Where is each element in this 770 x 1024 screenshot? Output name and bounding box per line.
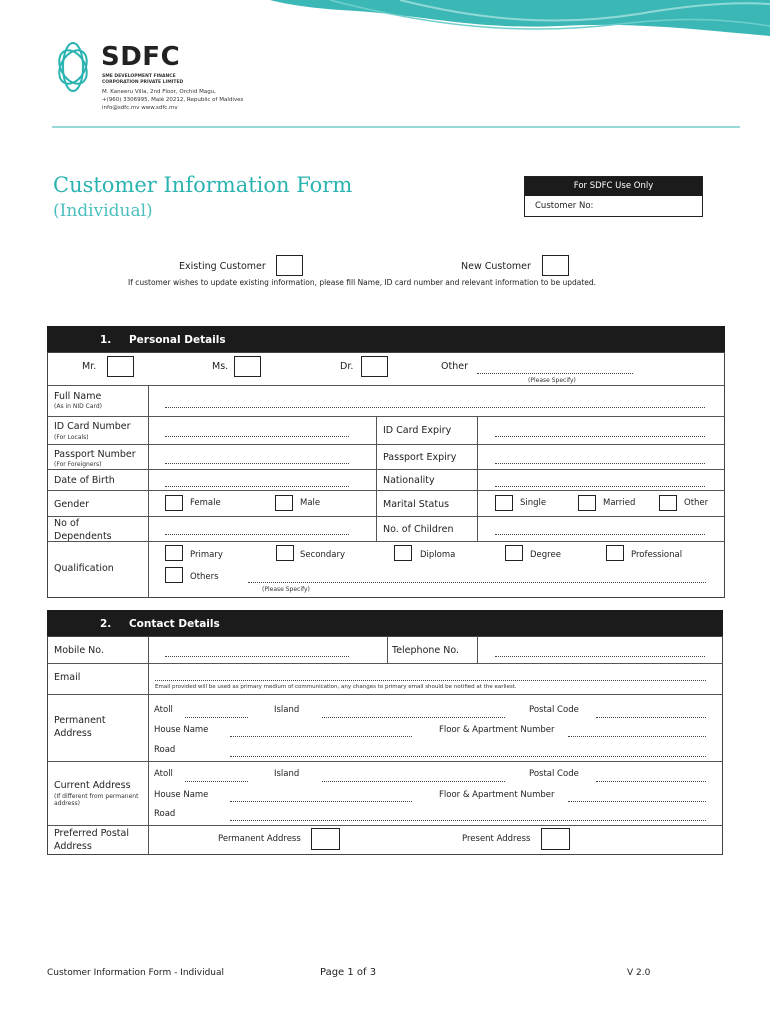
curr-atoll-input[interactable] [185,781,248,782]
married-label: Married [603,498,636,508]
other-title-specify: (Please Specify) [528,377,576,384]
email-note: Email provided will be used as primary medium of communication, any changes to primary email should be notified at the earliest. [155,684,517,690]
id-card-label: ID Card Number [54,421,131,432]
passport-note: (For Foreigners) [54,461,102,468]
org-full-name-1: SME DEVELOPMENT FINANCE [102,74,176,79]
new-customer-label: New Customer [461,261,531,272]
professional-checkbox[interactable] [606,545,624,561]
others-input[interactable] [248,582,706,583]
curr-floor-label: Floor & Apartment Number [439,790,555,800]
nationality-input[interactable] [495,486,705,487]
passport-expiry-input[interactable] [495,463,705,464]
perm-house-label: House Name [154,725,209,735]
perm-floor-input[interactable] [568,736,706,737]
office-use-box [524,176,703,217]
perm-postal-input[interactable] [596,717,706,718]
curr-house-input[interactable] [230,801,412,802]
header-wave-banner [0,0,770,40]
form-subtitle: (Individual) [53,201,153,221]
secondary-label: Secondary [300,550,346,560]
perm-island-label: Island [274,705,300,715]
footer-version: V 2.0 [627,968,651,978]
id-card-note: (For Locals) [54,434,89,441]
male-label: Male [300,498,321,508]
org-address-2: +(960) 3306995, Malé 20212, Republic of Maldives [102,97,244,103]
preferred-postal-label-2: Address [54,841,92,852]
curr-floor-input[interactable] [568,801,706,802]
pref-permanent-label: Permanent Address [218,834,301,844]
form-title: Customer Information Form [53,173,353,197]
perm-atoll-input[interactable] [185,717,248,718]
gender-label: Gender [54,499,90,510]
section-title: Contact Details [128,618,220,630]
mobile-input[interactable] [165,656,349,657]
pref-present-checkbox[interactable] [541,828,570,850]
dr-label: Dr. [340,361,354,372]
footer-form-name: Customer Information Form - Individual [47,968,225,978]
preferred-postal-label-1: Preferred Postal [54,828,129,839]
perm-road-input[interactable] [230,756,706,757]
mr-label: Mr. [82,361,97,372]
pref-permanent-checkbox[interactable] [311,828,340,850]
office-use-header: For SDFC Use Only [525,177,702,196]
email-input[interactable] [155,680,706,681]
children-label: No. of Children [383,524,454,535]
full-name-label: Full Name [54,391,102,402]
children-input[interactable] [495,534,705,535]
marital-other-label: Other [684,498,709,508]
curr-island-label: Island [274,769,300,779]
email-label: Email [54,672,81,683]
curr-postal-input[interactable] [596,781,706,782]
permanent-address-label-2: Address [54,728,92,739]
current-address-note-1: (If different from permanent [54,793,139,800]
ms-checkbox[interactable] [234,356,261,377]
update-note: If customer wishes to update existing information, please fill Name, ID card number and relevant information to be updated. [128,278,597,287]
others-checkbox[interactable] [165,567,183,583]
curr-island-input[interactable] [322,781,505,782]
dob-label: Date of Birth [54,475,115,486]
nationality-label: Nationality [383,475,435,486]
existing-customer-label: Existing Customer [179,261,266,272]
perm-postal-label: Postal Code [529,705,579,715]
female-checkbox[interactable] [165,495,183,511]
pref-present-label: Present Address [462,834,531,844]
perm-island-input[interactable] [322,717,505,718]
secondary-checkbox[interactable] [276,545,294,561]
footer-page-number: Page 1 of 3 [320,967,377,978]
ms-label: Ms. [212,361,229,372]
degree-checkbox[interactable] [505,545,523,561]
diploma-checkbox[interactable] [394,545,412,561]
male-checkbox[interactable] [275,495,293,511]
new-customer-checkbox[interactable] [542,255,569,276]
passport-input[interactable] [165,463,349,464]
current-address-label: Current Address [54,780,131,791]
perm-house-input[interactable] [230,736,412,737]
others-specify: (Please Specify) [262,586,310,593]
header-divider [52,126,740,128]
passport-expiry-label: Passport Expiry [383,452,457,463]
curr-road-label: Road [154,809,176,819]
id-card-input[interactable] [165,436,349,437]
full-name-note: (As in NID Card) [54,403,103,410]
others-label: Others [190,572,219,582]
section-number: 2. [100,618,112,630]
curr-postal-label: Postal Code [529,769,579,779]
full-name-input[interactable] [165,407,705,408]
perm-road-label: Road [154,745,176,755]
curr-atoll-label: Atoll [154,769,173,779]
dependents-input[interactable] [165,534,349,535]
customer-no-label: Customer No: [535,201,594,211]
dr-checkbox[interactable] [361,356,388,377]
primary-label: Primary [190,550,223,560]
org-name: SDFC [101,42,181,72]
section-title: Personal Details [128,334,226,346]
existing-customer-checkbox[interactable] [276,255,303,276]
org-address-1: M. Kaneeru Villa, 2nd Floor, Orchid Magu, [102,89,216,95]
personal-details-header [47,326,725,352]
degree-label: Degree [530,550,561,560]
permanent-address-label-1: Permanent [54,715,106,726]
other-title-input[interactable] [477,373,633,374]
diploma-label: Diploma [420,550,456,560]
dob-input[interactable] [165,486,349,487]
id-expiry-label: ID Card Expiry [383,425,452,436]
married-checkbox[interactable] [578,495,596,511]
marital-label: Marital Status [383,499,450,510]
sdfc-logo-icon [52,40,94,95]
section-number: 1. [100,334,112,346]
contact-details-header [47,610,723,636]
current-address-note-2: address) [54,800,80,807]
curr-house-label: House Name [154,790,209,800]
passport-label: Passport Number [54,449,136,460]
telephone-label: Telephone No. [392,645,460,656]
single-checkbox[interactable] [495,495,513,511]
dependents-label-1: No of [54,518,80,529]
qualification-label: Qualification [54,563,114,574]
female-label: Female [190,498,221,508]
org-full-name-2: CORPORATION PRIVATE LIMITED [102,80,184,85]
id-expiry-input[interactable] [495,436,705,437]
marital-other-checkbox[interactable] [659,495,677,511]
mobile-label: Mobile No. [54,645,104,656]
dependents-label-2: Dependents [54,531,112,542]
other-title-label: Other [441,361,468,372]
single-label: Single [520,498,547,508]
professional-label: Professional [631,550,683,560]
telephone-input[interactable] [495,656,705,657]
org-address-3: info@sdfc.mv www.sdfc.mv [102,105,178,111]
mr-checkbox[interactable] [107,356,134,377]
primary-checkbox[interactable] [165,545,183,561]
perm-atoll-label: Atoll [154,705,173,715]
perm-floor-label: Floor & Apartment Number [439,725,555,735]
curr-road-input[interactable] [230,820,706,821]
